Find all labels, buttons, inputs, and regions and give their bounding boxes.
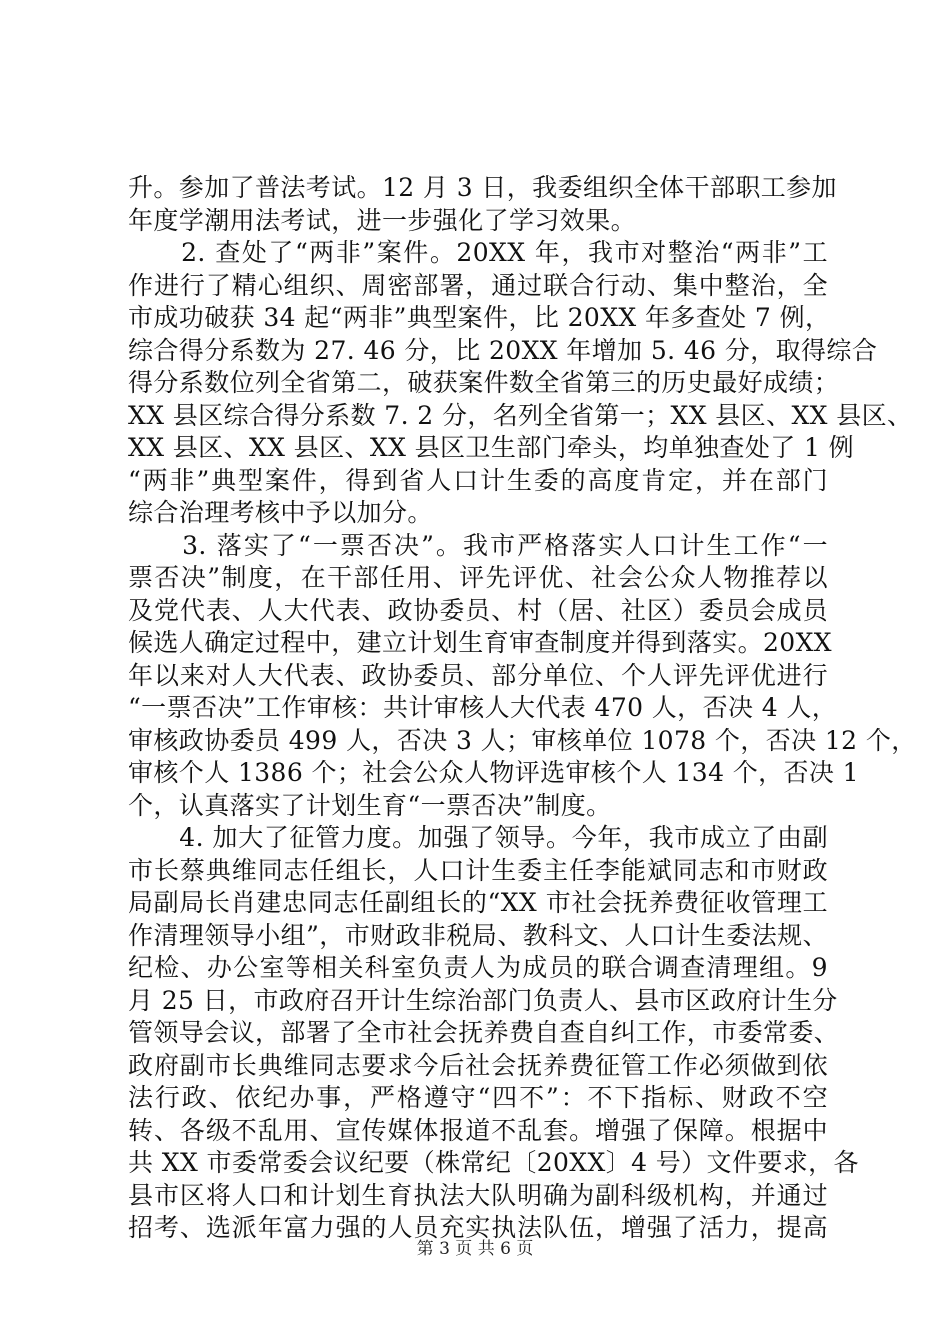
text-line: 年度学潮用法考试，进一步强化了学习效果。 — [128, 205, 637, 235]
text-line: XX 县区综合得分系数 7. 2 分，名列全省第一；XX 县区、XX 县区、 — [128, 400, 913, 430]
text-line: 招考、选派年富力强的人员充实执法队伍，增强了活力，提高 — [128, 1213, 828, 1242]
text-line: 得分系数位列全省第二，破获案件数全省第三的历史最好成绩； — [128, 368, 840, 397]
text-line: 纪检、办公室等相关科室负责人为成员的联合调查清理组。9 — [128, 953, 828, 982]
text-line: 转、各级不乱用、宣传媒体报道不乱套。增强了保障。根据中 — [128, 1115, 828, 1145]
text-line: 票否决”制度，在干部任用、评先评优、社会公众人物推荐以 — [128, 563, 828, 592]
text-line: 3. 落实了“一票否决”。我市严格落实人口计生工作“一 — [128, 530, 828, 560]
text-line: 共 XX 市委常委会议纪要（株常纪〔20XX〕4 号）文件要求，各 — [128, 1148, 859, 1177]
text-line: “两非”典型案件，得到省人口计生委的高度肯定，并在部门 — [128, 465, 828, 495]
text-line: 政府副市长典维同志要求今后社会抚养费征管工作必须做到依 — [128, 1050, 828, 1080]
text-line: 综合治理考核中予以加分。 — [128, 498, 433, 527]
text-line: 个，认真落实了计划生育“一票否决”制度。 — [128, 790, 612, 820]
text-line: 审核政协委员 499 人，否决 3 人；审核单位 1078 个，否决 12 个， — [128, 725, 917, 755]
text-line: 综合得分系数为 27. 46 分，比 20XX 年增加 5. 46 分，取得综合 — [128, 335, 878, 365]
text-line: XX 县区、XX 县区、XX 县区卫生部门牵头，均单独查处了 1 例 — [128, 433, 855, 462]
text-line: 市长蔡典维同志任组长，人口计生委主任李能斌同志和市财政 — [128, 855, 828, 885]
text-line: 管领导会议，部署了全市社会抚养费自查自纠工作，市委常委、 — [128, 1018, 840, 1047]
page-footer: 第 3 页 共 6 页 — [416, 1239, 534, 1259]
text-line: 作进行了精心组织、周密部署，通过联合行动、集中整治，全 — [128, 270, 828, 300]
text-line: 候选人确定过程中，建立计划生育审查制度并得到落实。20XX — [128, 628, 833, 657]
text-line: 2. 查处了“两非”案件。20XX 年，我市对整治“两非”工 — [128, 238, 828, 267]
text-line: 市成功破获 34 起“两非”典型案件，比 20XX 年多查处 7 例， — [128, 303, 831, 332]
document-body — [128, 172, 917, 1245]
text-line: 作清理领导小组”，市财政非税局、教科文、人口计生委法规、 — [128, 920, 828, 950]
text-line: 法行政、依纪办事，严格遵守“四不”：不下指标、财政不空 — [128, 1083, 828, 1112]
text-line: 局副局长肖建忠同志任副组长的“XX 市社会抚养费征收管理工 — [128, 888, 828, 917]
text-line: 审核个人 1386 个；社会公众人物评选审核个人 134 个，否决 1 — [128, 758, 859, 787]
text-line: 升。参加了普法考试。12 月 3 日，我委组织全体干部职工参加 — [128, 173, 837, 202]
text-line: 县市区将人口和计划生育执法大队明确为副科级机构，并通过 — [128, 1180, 828, 1210]
text-line: “一票否决”工作审核：共计审核人大代表 470 人，否决 4 人， — [128, 693, 838, 722]
text-line: 4. 加大了征管力度。加强了领导。今年，我市成立了由副 — [128, 823, 828, 852]
text-line: 年以来对人大代表、政协委员、部分单位、个人评先评优进行 — [128, 660, 828, 690]
text-line: 及党代表、人大代表、政协委员、村（居、社区）委员会成员 — [128, 595, 828, 625]
text-line: 月 25 日，市政府召开计生综治部门负责人、县市区政府计生分 — [128, 985, 838, 1015]
